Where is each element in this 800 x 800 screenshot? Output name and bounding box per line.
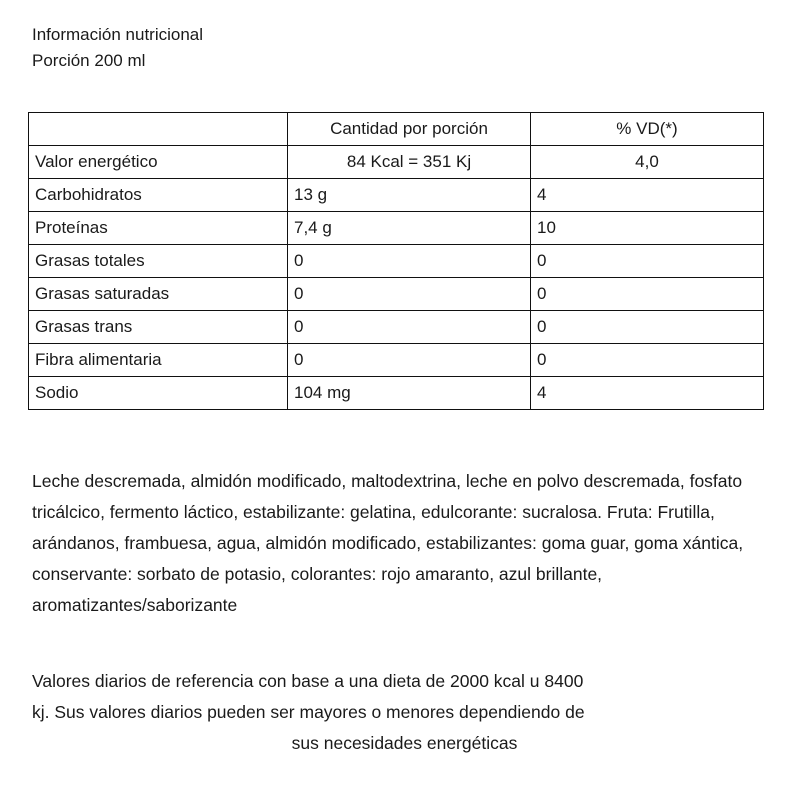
row-amount: 0 [288,245,531,278]
row-label: Valor energético [29,146,288,179]
table-row [29,278,764,311]
table-row [29,212,764,245]
row-amount: 84 Kcal = 351 Kj [288,146,531,179]
row-daily-value: 0 [531,245,764,278]
label-header [32,22,203,74]
table-row [29,179,764,212]
table-row [29,146,764,179]
header-cell-blank [29,113,288,146]
row-label: Grasas saturadas [29,278,288,311]
row-label: Carbohidratos [29,179,288,212]
row-daily-value: 0 [531,311,764,344]
nutrition-table-body [29,113,764,410]
table-header-row [29,113,764,146]
footnote-line: kj. Sus valores diarios pueden ser mayores o menores dependiendo de [32,702,585,722]
row-amount: 0 [288,344,531,377]
row-daily-value: 4 [531,179,764,212]
row-label: Fibra alimentaria [29,344,288,377]
row-label: Sodio [29,377,288,410]
page-title: Información nutricional [32,25,204,44]
ingredients-paragraph: Leche descremada, almidón modificado, maltodextrina, leche en polvo descremada, fosfato tricálcico, fermento láctico, estabilizante: gelatina, edulcorante: sucralosa. Fruta: Frutilla, arándanos, frambuesa, agua, almidón modificado, estabilizantes: goma guar, goma xántica, conservante: sorbato de potasio, colorantes: rojo amaranto, azul brillante, aromatizantes/saborizante [32,471,744,615]
header-cell-vd: % VD(*) [531,113,764,146]
row-daily-value: 0 [531,278,764,311]
table-row [29,377,764,410]
row-daily-value: 0 [531,344,764,377]
row-amount: 104 mg [288,377,531,410]
row-amount: 0 [288,311,531,344]
footnote-line: Valores diarios de referencia con base a una dieta de 2000 kcal u 8400 [32,671,584,691]
row-label: Proteínas [29,212,288,245]
footnote-line: sus necesidades energéticas [291,733,518,753]
header-cell-amount: Cantidad por porción [288,113,531,146]
row-amount: 7,4 g [288,212,531,245]
nutrition-table [28,112,764,410]
table-row [29,344,764,377]
row-amount: 0 [288,278,531,311]
table-row [29,311,764,344]
row-daily-value: 4 [531,377,764,410]
row-label: Grasas totales [29,245,288,278]
daily-values-footnote [32,666,777,759]
row-label: Grasas trans [29,311,288,344]
row-daily-value: 4,0 [531,146,764,179]
table-row [29,245,764,278]
row-amount: 13 g [288,179,531,212]
serving-size: Porción 200 ml [32,51,146,70]
row-daily-value: 10 [531,212,764,245]
